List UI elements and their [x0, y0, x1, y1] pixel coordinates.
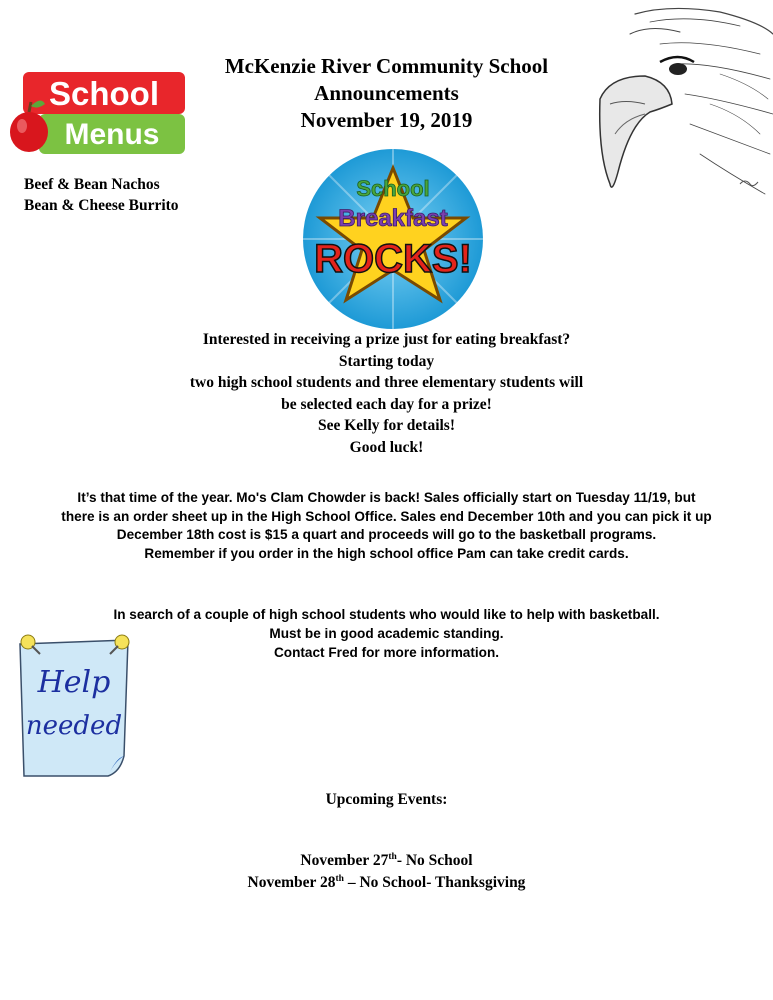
chowder-line: December 18th cost is $15 a quart and proceeds will go to the basketball programs. [116, 527, 657, 543]
breakfast-line: See Kelly for details! [317, 417, 456, 435]
logo-word-menus: Menus [64, 118, 160, 151]
logo-word-school: School [48, 75, 160, 112]
events-title: Upcoming Events: [325, 791, 448, 808]
menu-item: Beef & Bean Nachos [24, 176, 160, 193]
breakfast-badge-graphic [300, 146, 486, 332]
badge-word-rocks: ROCKS! [314, 237, 472, 281]
event-item [150, 872, 623, 894]
help-needed-graphic [10, 630, 140, 780]
school-menus-logo [5, 66, 187, 162]
note-word-help: Help [37, 665, 111, 700]
announcement-date: November 19, 2019 [300, 108, 473, 132]
basketball-line: Must be in good academic standing. [269, 625, 504, 641]
page-header [170, 53, 603, 134]
breakfast-announcement [100, 329, 673, 459]
badge-word-school: School [356, 176, 430, 201]
badge-word-breakfast: Breakfast [338, 205, 448, 232]
lunch-menu-list [24, 174, 179, 216]
event-date: November 27 [300, 852, 389, 869]
event-date: November 28 [247, 874, 336, 891]
event-date-suffix: th [388, 852, 397, 862]
note-word-needed: needed [25, 711, 123, 741]
breakfast-line: Interested in receiving a prize just for eating breakfast? [202, 331, 571, 348]
breakfast-rocks-badge [300, 146, 486, 332]
chowder-line: Remember if you order in the high school office Pam can take credit cards. [144, 545, 629, 561]
events-list [150, 850, 623, 894]
breakfast-line: two high school students and three elementary students will [189, 374, 584, 392]
chowder-line: It’s that time of the year. Mo's Clam Chowder is back! Sales officially start on Tuesday 11/19, but [77, 490, 696, 505]
basketball-line: Contact Fred for more information. [273, 644, 500, 660]
chowder-line: there is an order sheet up in the High School Office. Sales end December 10th and you can pick it up [61, 508, 712, 524]
eagle-icon [590, 4, 773, 200]
help-needed-note [10, 630, 140, 780]
breakfast-line: be selected each day for a prize! [281, 395, 492, 413]
menu-item: Bean & Cheese Burrito [24, 197, 179, 214]
eagle-illustration [590, 4, 773, 200]
school-menus-graphic [5, 66, 187, 162]
event-date-suffix: th [335, 874, 344, 884]
basketball-announcement [60, 606, 713, 662]
event-description: - No School [396, 852, 473, 869]
event-description: – No School- Thanksgiving [343, 874, 526, 891]
basketball-line: In search of a couple of high school students who would like to help with basketball. [113, 607, 660, 622]
event-item [150, 850, 623, 872]
page-title: Announcements [314, 81, 459, 105]
chowder-announcement [10, 489, 763, 563]
breakfast-line: Starting today [338, 352, 435, 370]
breakfast-line: Good luck! [349, 438, 424, 456]
school-name: McKenzie River Community School [224, 54, 549, 78]
